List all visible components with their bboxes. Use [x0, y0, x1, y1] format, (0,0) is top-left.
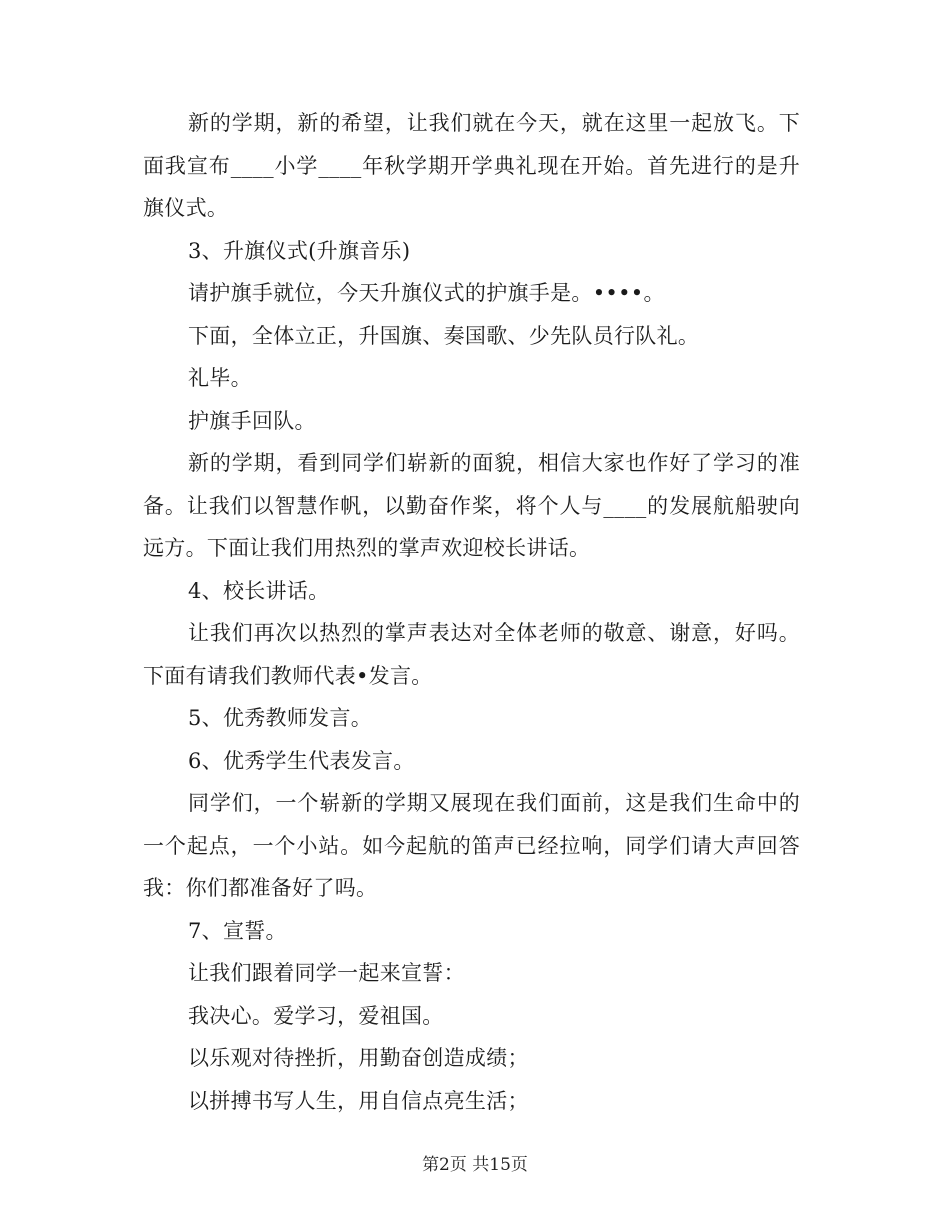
oath-line-3: 以拼搏书写人生，用自信点亮生活；: [188, 1088, 529, 1113]
section-heading-principal-speech: 4、校长讲话。: [188, 578, 330, 603]
paragraph-thank-teachers: 让我们再次以热烈的掌声表达对全体老师的敬意、谢意，好吗。下面有请我们教师代表•发言。: [143, 621, 800, 688]
oath-line-2: 以乐观对待挫折，用勤奋创造成绩；: [188, 1046, 529, 1070]
section-heading-student-speech: 6、优秀学生代表发言。: [188, 748, 415, 773]
paragraph-new-term: 新的学期，看到同学们崭新的面貌，相信大家也作好了学习的准备。让我们以智慧作帆，以勤奋作桨，将个人与____的发展航船驶向远方。下面让我们用热烈的掌声欢迎校长讲话。: [143, 451, 800, 560]
section-heading-teacher-speech: 5、优秀教师发言。: [188, 706, 373, 730]
section-heading-flag-ceremony: 3、升旗仪式(升旗音乐): [188, 238, 411, 263]
paragraph-anthem: 下面，全体立正，升国旗、奏国歌、少先队员行队礼。: [188, 323, 700, 348]
paragraph-new-start: 同学们，一个崭新的学期又展现在我们面前，这是我们生命中的一个起点，一个小站。如今起航的笛声已经拉响，同学们请大声回答我：你们都准备好了吗。: [143, 791, 800, 900]
paragraph-oath-intro: 让我们跟着同学一起来宣誓：: [188, 961, 465, 985]
paragraph-opening: 新的学期，新的希望，让我们就在今天，就在这里一起放飞。下面我宣布____小学____年秋学期开学典礼现在开始。首先进行的是升旗仪式。: [143, 111, 800, 220]
document-body: [143, 102, 800, 1122]
page-number-footer: 第2页 共15页: [422, 1155, 528, 1175]
paragraph-guards-return: 护旗手回队。: [188, 408, 316, 433]
paragraph-flag-guards: 请护旗手就位，今天升旗仪式的护旗手是。••••。: [188, 281, 665, 305]
paragraph-salute-end: 礼毕。: [188, 366, 252, 390]
oath-line-1: 我决心。爱学习，爱祖国。: [188, 1003, 444, 1028]
section-heading-oath: 7、宣誓。: [188, 918, 287, 943]
